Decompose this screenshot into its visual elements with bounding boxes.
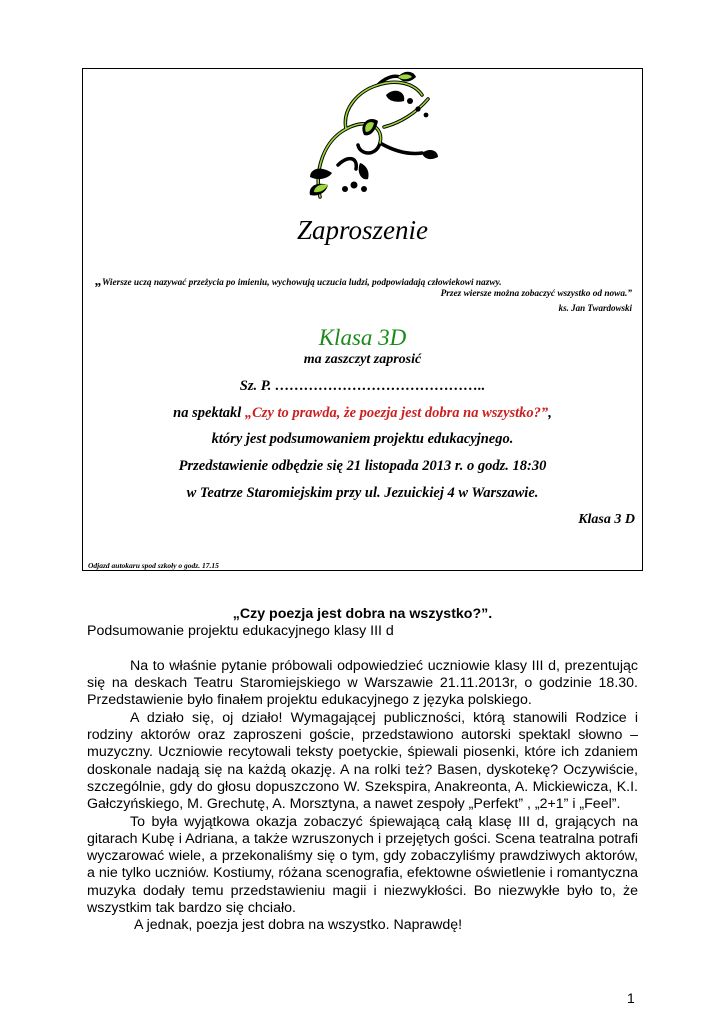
article-paragraph: Na to właśnie pytanie próbowali odpowiedzieć uczniowie klasy III d, prezentując się na deskach Teatru Staromiejskiego w Warszawie 21.11.2013r, o godzinie 18.30. Przedstawienie było finałem projektu edukacyjnego z języka polskiego. [87, 657, 638, 709]
play-title: „Czy to prawda, że poezja jest dobra na wszystko?” [244, 405, 549, 421]
article-paragraph: To była wyjątkowa okazja zobaczyć śpiewającą całą klasę III d, grających na gitarach Kubę i Adriana, a także wzruszonych i przejętych gości. Scena teatralna potrafi wyczarować wiele, a przekonaliśmy się o tym, gdy zobaczyliśmy prawdziwych aktorów, a nie tylko uczniów. Kostiumy, różana scenografia, efektowne oświetlenie i romantyczna muzyka dodały temu przedstawieniu magii i niezwykłości. Bo niezwykłe było to, że wszystkim tak bardzo się chciało. [87, 813, 638, 917]
quote-line-1-text: Wiersze uczą nazywać przeżycia po imieniu, wychowują uczucia ludzi, podpowiadają człowiekowi nazwy. [102, 278, 502, 288]
summary-line: który jest podsumowaniem projektu edukacyjnego. [211, 431, 514, 447]
article-subtitle: Podsumowanie projektu edukacyjnego klasy III d [87, 623, 394, 640]
date-line: Przedstawienie odbędzie się 21 listopada 2013 r. o godz. 18:30 [178, 458, 547, 474]
floral-ornament-icon [298, 69, 443, 201]
invitation-signature: Klasa 3 D [578, 512, 635, 527]
quote-open-mark: „ [95, 274, 102, 289]
honor-line: ma zaszczyt zaprosić [303, 352, 422, 367]
class-name-heading: Klasa 3D [318, 325, 407, 350]
recipient-line: Sz. P. …………………………………….. [239, 378, 486, 394]
play-line [83, 405, 642, 422]
quote-author: ks. Jan Twardowski [558, 303, 632, 313]
article-paragraph: A działo się, oj działo! Wymagającej publiczności, którą stanowili Rodzice i rodziny aktorów oraz zaproszeni goście, przedstawiono autorski spektakl słowno – muzyczny. Uczniowie recytowali teksty poetyckie, śpiewali piosenki, które ich zdaniem doskonale nadają się na każdą okazję. A na rolki też? Basen, dyskotekę? Oczywiście, szczególnie, gdy do głosu dopuszczono W. Szekspira, Anakreonta, A. Mickiewicza, K.I. Gałczyńskiego, M. Grechutę, A. Morsztyna, a nawet zespoły „Perfekt” , „2+1” i „Feel”. [87, 709, 638, 813]
bus-note: Odjazd autokaru spod szkoły o godz. 17.15 [88, 561, 219, 570]
invitation-title: Zaproszenie [296, 215, 428, 245]
play-suffix: , [548, 405, 552, 421]
invitation-card [82, 68, 643, 571]
page-number: 1 [627, 990, 635, 1006]
article-paragraph: A jednak, poezja jest dobra na wszystko. Naprawdę! [134, 917, 463, 934]
venue-line: w Teatrze Staromiejskim przy ul. Jezuickiej 4 w Warszawie. [186, 485, 539, 501]
quote-line-1 [95, 274, 502, 290]
article [87, 606, 638, 935]
article-title: „Czy poezja jest dobra na wszystko?”. [232, 606, 493, 622]
play-prefix: na spektakl [173, 405, 245, 421]
quote-line-2: Przez wiersze można zobaczyć wszystko od nowa.” [440, 289, 632, 299]
